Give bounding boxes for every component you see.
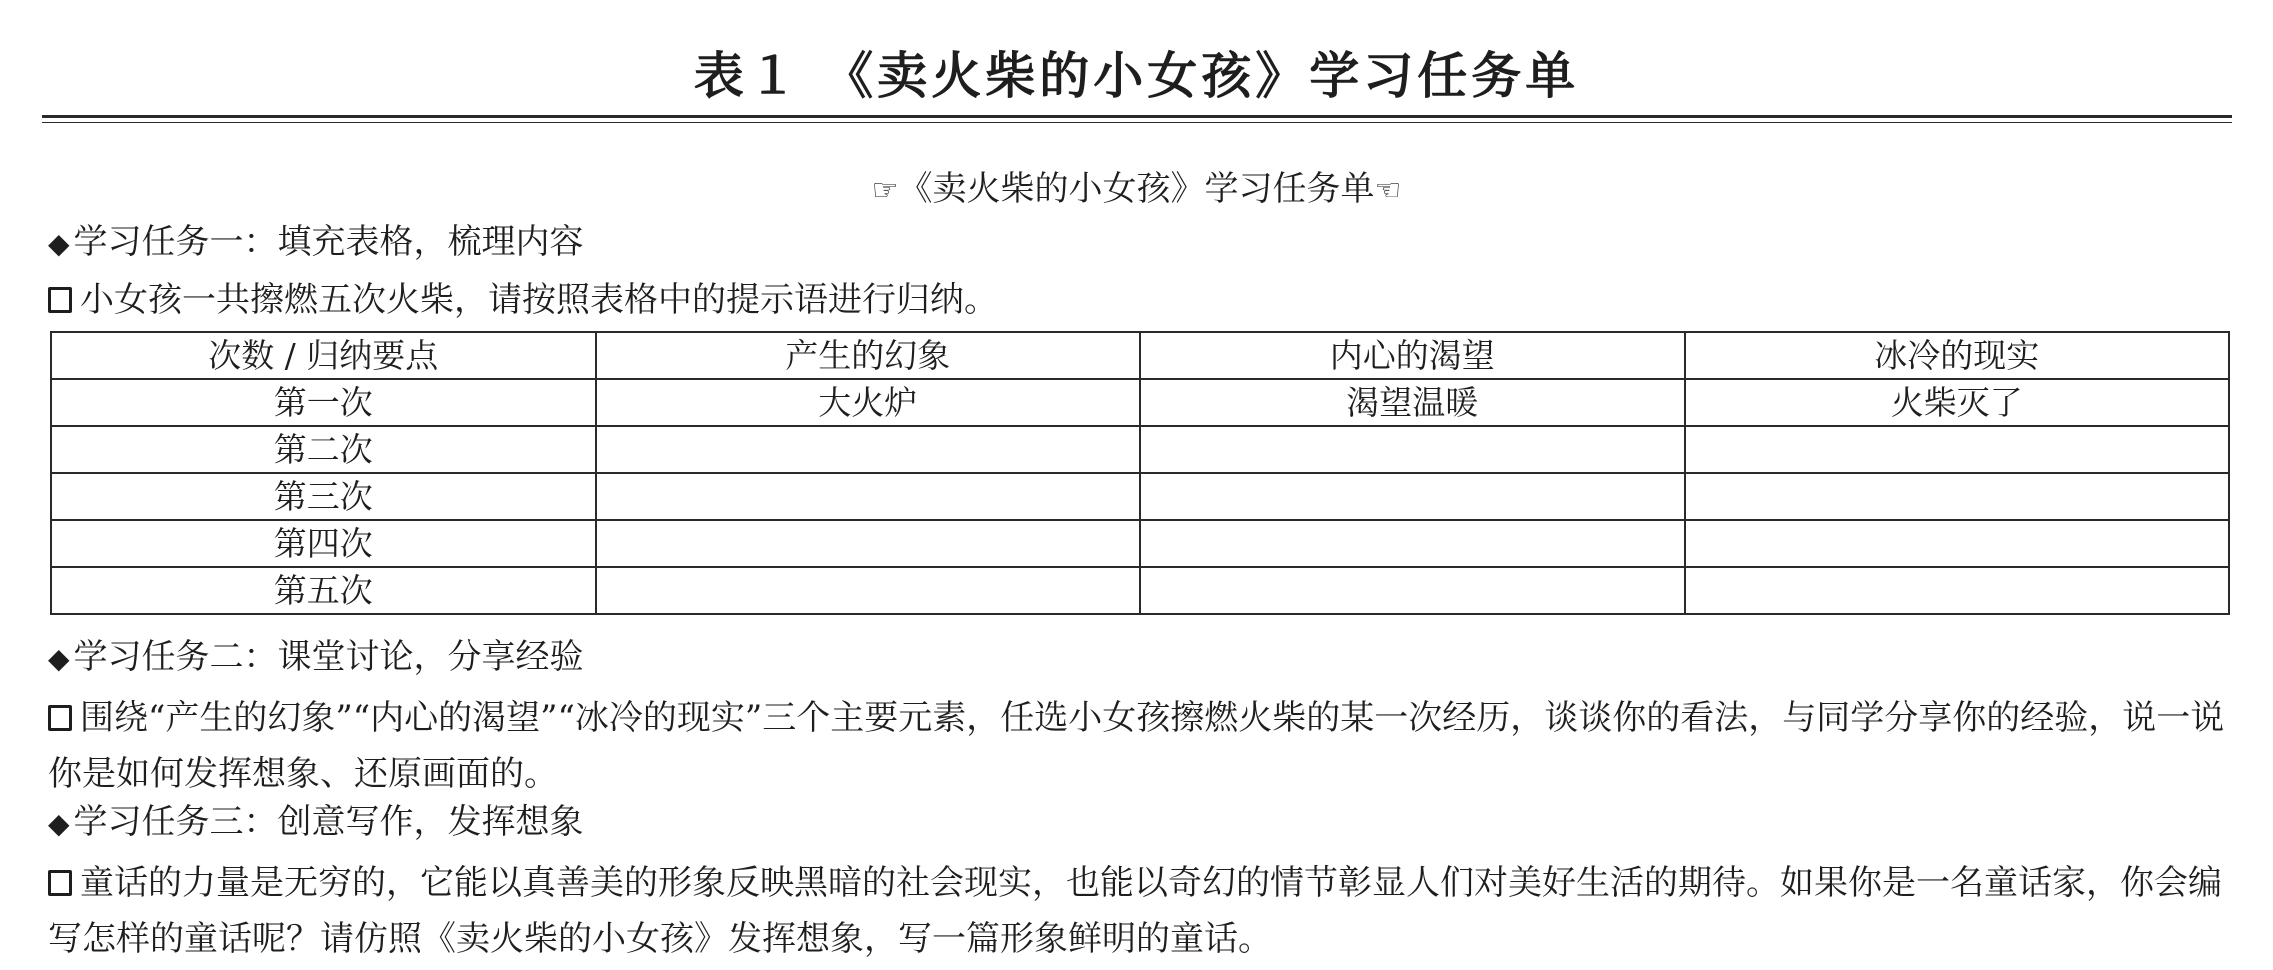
title-rule-thin: [42, 122, 2232, 123]
task1-heading: [48, 218, 2238, 268]
page-title: 表１ 《卖火柴的小女孩》学习任务单: [693, 46, 1580, 105]
diamond-icon: ◆: [48, 227, 70, 260]
task1-heading-text: 学习任务一：填充表格，梳理内容: [73, 222, 584, 262]
table-cell: 大火炉: [596, 379, 1141, 426]
table-cell: 渴望温暖: [1140, 379, 1685, 426]
pointing-hand-left-icon: ☜: [1374, 173, 1402, 208]
table-cell: [1685, 426, 2230, 473]
table-cell: [1685, 567, 2230, 614]
checkbox-icon: [48, 705, 72, 731]
title-rule: [42, 115, 2232, 118]
table-cell: [596, 426, 1141, 473]
table-row: [51, 379, 2229, 426]
pointing-hand-right-icon: ☞: [871, 173, 899, 208]
table-cell: [1685, 520, 2230, 567]
task3-heading: [48, 798, 2238, 848]
task2-prompt: [48, 690, 2238, 802]
table-cell: 第一次: [51, 379, 596, 426]
table-cell: [1685, 473, 2230, 520]
diamond-icon: ◆: [48, 807, 70, 840]
diamond-icon: ◆: [48, 642, 70, 675]
task1-prompt-text: 小女孩一共擦燃五次火柴，请按照表格中的提示语进行归纳。: [80, 280, 998, 320]
task1-prompt: [48, 276, 2238, 324]
table-cell: [1140, 520, 1685, 567]
subtitle-text: 《卖火柴的小女孩》学习任务单: [898, 169, 1375, 209]
table-cell: [1140, 473, 1685, 520]
worksheet-subtitle: [0, 167, 2273, 213]
table-cell: 第三次: [51, 473, 596, 520]
checkbox-icon: [48, 287, 72, 313]
header-reality: 冰冷的现实: [1685, 332, 2230, 379]
table-header-row: [51, 332, 2229, 379]
task3-prompt: [48, 855, 2238, 967]
table-cell: [596, 567, 1141, 614]
table-cell: [1140, 426, 1685, 473]
task3-heading-text: 学习任务三：创意写作，发挥想象: [73, 802, 584, 842]
table-row: [51, 426, 2229, 473]
table-row: [51, 520, 2229, 567]
header-illusion: 产生的幻象: [596, 332, 1141, 379]
task2-heading: [48, 633, 2238, 683]
header-count: 次数 / 归纳要点: [51, 332, 596, 379]
table-cell: [1140, 567, 1685, 614]
summary-table: [50, 331, 2230, 615]
task2-prompt-text: 围绕“产生的幻象”“内心的渴望”“冰冷的现实”三个主要元素，任选小女孩擦燃火柴的某一次经历，谈谈你的看法，与同学分享你的经验，说一说你是如何发挥想象、还原画面的。: [48, 698, 2225, 794]
table-cell: 第五次: [51, 567, 596, 614]
table-cell: 第二次: [51, 426, 596, 473]
checkbox-icon: [48, 870, 72, 896]
table-cell: [596, 520, 1141, 567]
table-cell: 火柴灭了: [1685, 379, 2230, 426]
task3-prompt-text: 童话的力量是无穷的，它能以真善美的形象反映黑暗的社会现实，也能以奇幻的情节彰显人们对美好生活的期待。如果你是一名童话家，你会编写怎样的童话呢？请仿照《卖火柴的小女孩》发挥想象，写一篇形象鲜明的童话。: [48, 863, 2222, 959]
header-desire: 内心的渴望: [1140, 332, 1685, 379]
table-row: [51, 473, 2229, 520]
table-row: [51, 567, 2229, 614]
table-cell: [596, 473, 1141, 520]
table-cell: 第四次: [51, 520, 596, 567]
task2-heading-text: 学习任务二：课堂讨论，分享经验: [73, 637, 584, 677]
